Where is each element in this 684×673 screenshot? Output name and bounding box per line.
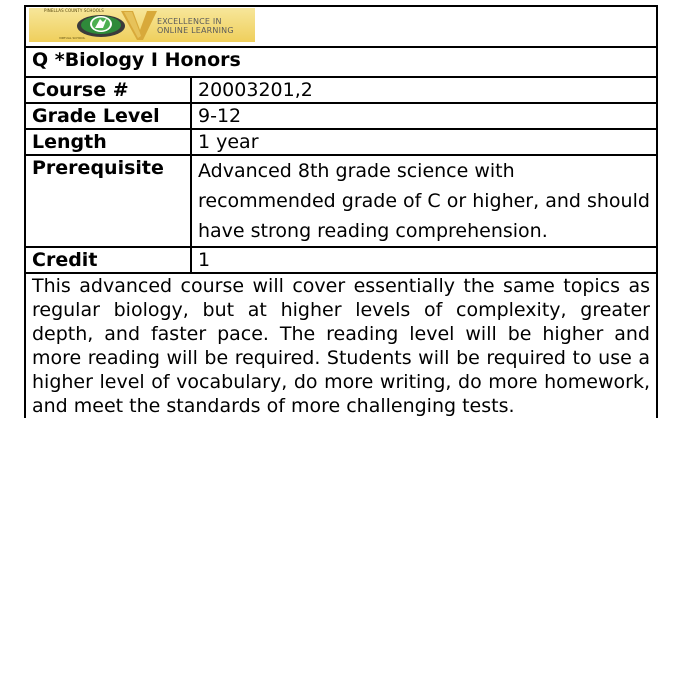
logo-district-text: PINELLAS COUNTY SCHOOLS xyxy=(44,8,104,13)
credit-label: Credit xyxy=(25,247,191,273)
length-value: 1 year xyxy=(191,129,657,155)
logo-row xyxy=(25,6,657,47)
length-label: Length xyxy=(25,129,191,155)
table-row xyxy=(25,155,657,247)
grade-level-label: Grade Level xyxy=(25,103,191,129)
logo-tagline-line2: ONLINE LEARNING xyxy=(157,26,234,35)
table-row xyxy=(25,247,657,273)
course-info-table xyxy=(24,5,658,418)
table-row xyxy=(25,77,657,103)
credit-value: 1 xyxy=(191,247,657,273)
logo-cell xyxy=(25,6,657,47)
course-number-label: Course # xyxy=(25,77,191,103)
title-row xyxy=(25,47,657,77)
description-row xyxy=(25,273,657,418)
course-number-value: 20003201,2 xyxy=(191,77,657,103)
pcvs-logo xyxy=(29,8,255,42)
table-row xyxy=(25,129,657,155)
prerequisite-value: Advanced 8th grade science with recommended grade of C or higher, and should have strong reading comprehension. xyxy=(191,155,657,247)
course-title: Q *Biology I Honors xyxy=(25,47,657,77)
table-row xyxy=(25,103,657,129)
logo-tagline-line1: EXCELLENCE IN xyxy=(157,17,222,26)
grade-level-value: 9-12 xyxy=(191,103,657,129)
course-description: This advanced course will cover essentially the same topics as regular biology, but at higher levels of complexity, greater depth, and faster pace. The reading level will be higher and more reading will be required. Students will be required to use a higher level of vocabulary, do more writing, do more homework, and meet the standards of more challenging tests. xyxy=(25,273,657,418)
prerequisite-label: Prerequisite xyxy=(25,155,191,247)
logo-school-text: VIRTUAL SCHOOL xyxy=(59,36,86,40)
